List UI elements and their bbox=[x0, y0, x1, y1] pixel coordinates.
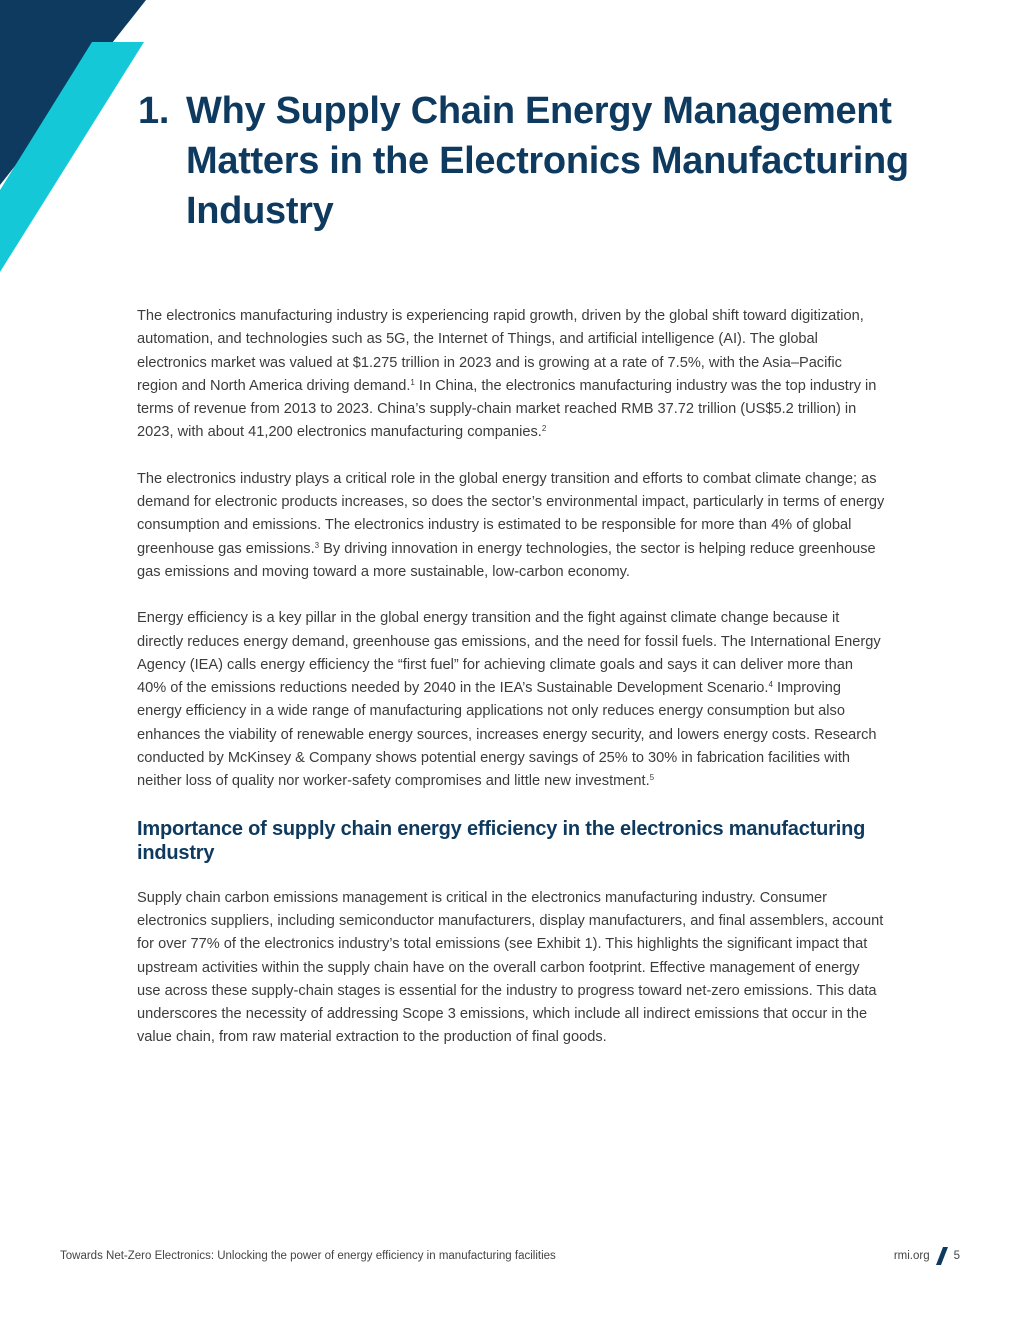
paragraph-text: Improving energy efficiency in a wide range of manufacturing applications not only reduces energy consumption but also enhances the viability of renewable energy sources, increases energy security, and lowers energy costs. Research conducted by McKinsey & Company shows potential energy savings of 25% to 30% in fabrication facilities with neither loss of quality nor worker-safety compromises and little new investment. bbox=[137, 680, 877, 790]
paragraph-2 bbox=[137, 468, 885, 584]
footnote-ref[interactable]: 4 bbox=[768, 680, 773, 690]
footnote-ref[interactable]: 5 bbox=[649, 773, 655, 783]
paragraph-3 bbox=[137, 607, 885, 793]
footnote-ref[interactable]: 1 bbox=[410, 377, 415, 387]
chapter-number: 1. bbox=[138, 90, 170, 132]
paragraph-text: Energy efficiency is a key pillar in the global energy transition and the fight against climate change because it directly reduces energy demand, greenhouse gas emissions, and the need for fossil fuels. The International Energy Agency (IEA) calls energy efficiency the “first fuel” for achieving climate goals and says it can deliver more than 40% of the emissions reductions needed by 2040 in the IEA’s Sustainable Development Scenario. bbox=[137, 610, 881, 697]
section-heading: Importance of supply chain energy efficiency in the electronics manufacturing industry bbox=[137, 817, 866, 864]
slash-icon bbox=[936, 1247, 948, 1265]
paragraph-text: The electronics manufacturing industry is experiencing rapid growth, driven by the global shift toward digitization, automation, and technologies such as 5G, the Internet of Things, and artificial intelligence (AI). The global electronics market was valued at $1.275 trillion in 2023 and is growing at a rate of 7.5%, with the Asia–Pacific region and North America driving demand. bbox=[137, 308, 864, 394]
footnote-ref[interactable]: 2 bbox=[541, 424, 547, 434]
paragraph-text: The electronics industry plays a critical role in the global energy transition and efforts to combat climate change; as demand for electronic products increases, so does the sector’s environmental impact, particularly in terms of energy consumption and emissions. The electronics industry is estimated to be responsible for more than 4% of global greenhouse gas emissions. bbox=[137, 470, 885, 557]
paragraph-text: In China, the electronics manufacturing industry was the top industry in terms of revenue from 2013 to 2023. China’s supply-chain market reached RMB 37.72 trillion (US$5.2 trillion) in 2023, with about 41,200 electronics manufacturing companies. bbox=[137, 377, 877, 441]
footnote-ref[interactable]: 3 bbox=[314, 540, 320, 550]
site-link[interactable]: rmi.org bbox=[893, 1250, 930, 1262]
page-footer bbox=[60, 1247, 960, 1265]
paragraph-4: Supply chain carbon emissions management is critical in the electronics manufacturing industry. Consumer electronics suppliers, including semiconductor manufacturers, display manufacturers, and final assemblers, account for over 77% of the electronics industry’s total emissions (see Exhibit 1). This highlights the significant impact that upstream activities within the supply chain have on the overall carbon footprint. Effective management of energy use across these supply-chain stages is essential for the industry to progress toward net-zero emissions. This data underscores the necessity of addressing Scope 3 emissions, which include all indirect emissions that occur in the value chain, from raw material extraction to the production of final goods. bbox=[137, 889, 884, 1046]
corner-stripe-decoration bbox=[0, 0, 160, 280]
chapter-title: Why Supply Chain Energy Management Matters in the Electronics Manufacturing Industry bbox=[186, 90, 909, 232]
page-title bbox=[138, 86, 938, 236]
main-content bbox=[137, 305, 885, 1073]
paragraph-text: By driving innovation in energy technologies, the sector is helping reduce greenhouse gas emissions and moving toward a more sustainable, low-carbon economy. bbox=[137, 540, 876, 580]
page-number: 5 bbox=[953, 1250, 960, 1262]
footer-report-title: Towards Net-Zero Electronics: Unlocking the power of energy efficiency in manufacturing facilities bbox=[60, 1250, 556, 1262]
footer-right bbox=[894, 1247, 960, 1265]
paragraph-1 bbox=[137, 305, 885, 445]
